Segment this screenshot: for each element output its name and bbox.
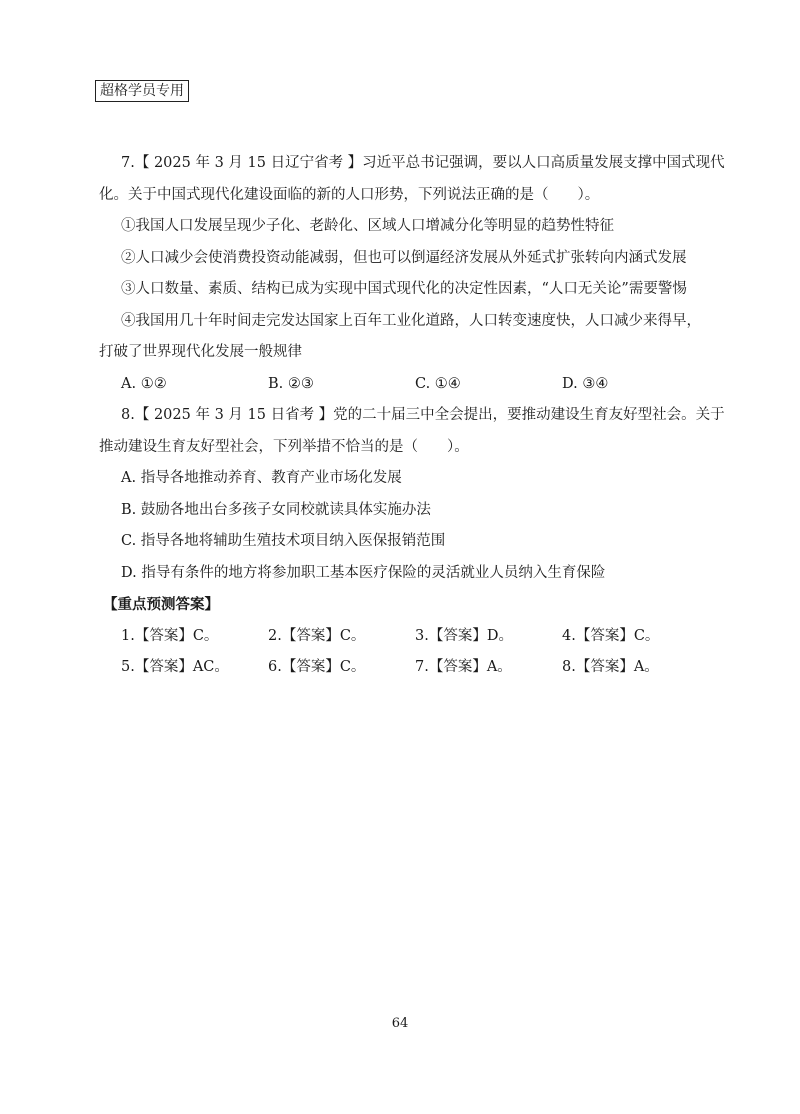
answers-row-2 — [99, 652, 709, 684]
answer-3: 3.【答案】D。 — [415, 627, 513, 644]
q8-stem-line2: 推动建设生育友好型社会，下列举措不恰当的是（ ）。 — [99, 438, 469, 455]
answer-5: 5.【答案】AC。 — [121, 659, 229, 675]
q7-option-a: A. ①② — [121, 375, 167, 392]
q8-stem-line1: 8.【 2025 年 3 月 15 日省考 】党的二十届三中全会提出，要推动建设生育友好型社会。关于 — [121, 407, 725, 423]
q7-stem-line2: 化。关于中国式现代化建设面临的新的人口形势，下列说法正确的是（ ）。 — [99, 186, 600, 203]
q7-statement-4-line1: ④我国用几十年时间走完发达国家上百年工业化道路，人口转变速度快，人口减少来得早， — [121, 312, 701, 329]
answer-1: 1.【答案】C。 — [121, 627, 219, 644]
q7-statement-2: ②人口减少会使消费投资动能减弱，但也可以倒逼经济发展从外延式扩张转向内涵式发展 — [121, 249, 687, 266]
page-content — [99, 148, 725, 684]
q8-option-b: B. 鼓励各地出台多孩子女同校就读具体实施办法 — [121, 501, 431, 518]
answer-2: 2.【答案】C。 — [268, 627, 366, 644]
q7-option-d: D. ③④ — [562, 375, 609, 392]
q7-option-c: C. ①④ — [415, 375, 461, 392]
answers-row-1 — [99, 621, 709, 653]
q7-statement-3: ③人口数量、素质、结构已成为实现中国式现代化的决定性因素，“人口无关论”需要警惕 — [121, 281, 687, 297]
answer-4: 4.【答案】C。 — [562, 627, 660, 644]
answer-8: 8.【答案】A。 — [562, 659, 659, 675]
q7-options — [99, 369, 709, 401]
q7-option-b: B. ②③ — [268, 375, 314, 392]
answer-7: 7.【答案】A。 — [415, 659, 512, 675]
q7-statement-4-line2: 打破了世界现代化发展一般规律 — [99, 344, 302, 360]
header-tag: 超格学员专用 — [95, 80, 189, 102]
q7-statement-1: ①我国人口发展呈现少子化、老龄化、区域人口增减分化等明显的趋势性特征 — [121, 218, 614, 234]
page-number: 64 — [391, 1016, 409, 1031]
q8-option-a: A. 指导各地推动养育、教育产业市场化发展 — [121, 470, 402, 486]
answer-6: 6.【答案】C。 — [268, 659, 366, 675]
q7-stem-line1: 7.【 2025 年 3 月 15 日辽宁省考 】习近平总书记强调，要以人口高质量发展支撑中国式现代 — [121, 155, 725, 171]
q8-option-d: D. 指导有条件的地方将参加职工基本医疗保险的灵活就业人员纳入生育保险 — [121, 564, 606, 581]
answers-heading: 【重点预测答案】 — [103, 596, 219, 613]
q8-option-c: C. 指导各地将辅助生殖技术项目纳入医保报销范围 — [121, 533, 446, 549]
